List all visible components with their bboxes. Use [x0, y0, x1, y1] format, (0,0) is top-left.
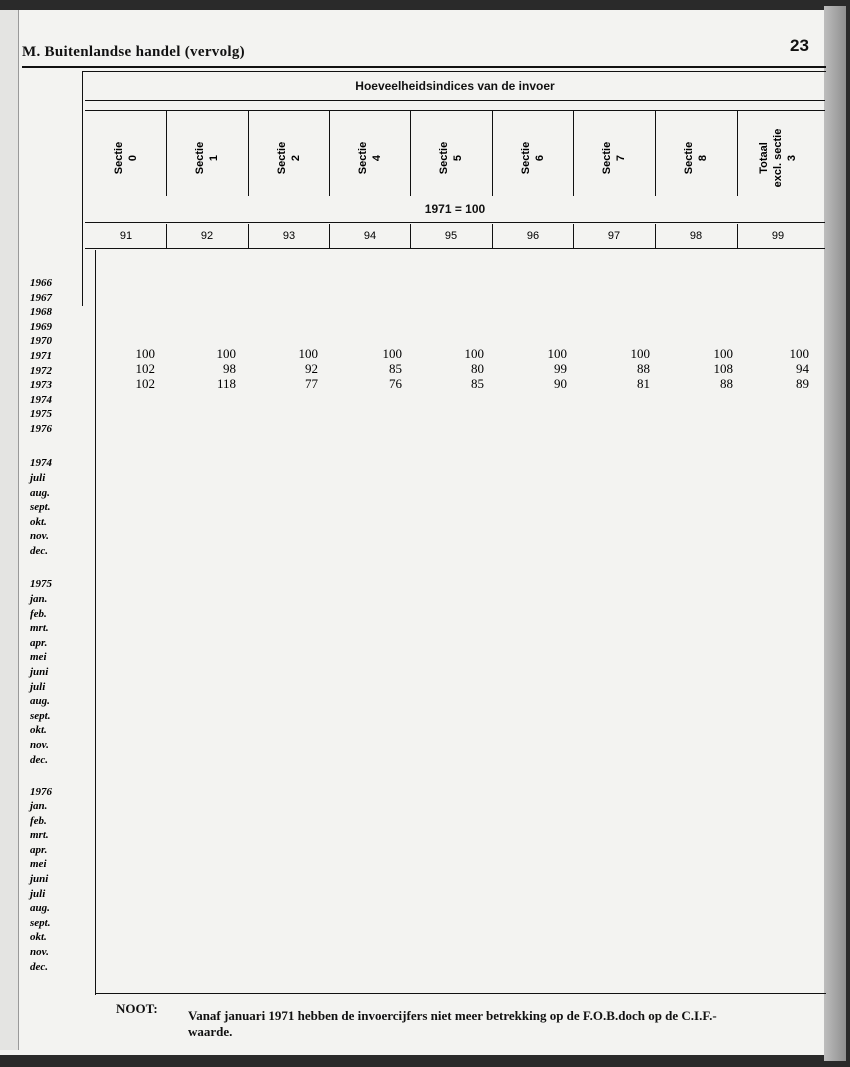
section-header-8	[737, 118, 819, 198]
value-cell: 94	[796, 361, 809, 376]
column-rule	[410, 110, 411, 196]
value-cell: 92	[305, 361, 318, 376]
year-label: 1976	[30, 423, 52, 435]
value-cell: 100	[547, 346, 567, 361]
title-rule	[85, 100, 825, 101]
column-rule	[492, 110, 493, 196]
month-label: jan.	[30, 593, 48, 605]
header-rule	[22, 66, 826, 68]
section-header-label: Sectie 7	[601, 141, 627, 175]
value-cell: 118	[216, 376, 236, 391]
year-label: 1971	[30, 350, 52, 362]
section-code: 95	[444, 230, 458, 242]
section-code: 98	[689, 230, 703, 242]
section-header-0	[85, 118, 167, 198]
month-label: okt.	[30, 931, 47, 944]
month-label: nov.	[30, 530, 49, 543]
value-cell: 100	[135, 346, 155, 361]
group-year-label: 1974	[30, 457, 52, 469]
section-header-4	[410, 118, 492, 198]
column-rule	[166, 110, 167, 196]
value-cell: 99	[554, 361, 567, 376]
note-text: Vanaf januari 1971 hebben de invoercijfers niet meer betrekking op de F.O.B.doch op de C.I.F.-waarde.	[188, 1008, 717, 1039]
table-title: Hoeveelheidsindices van de invoer	[355, 79, 555, 93]
column-rule	[655, 110, 656, 196]
month-label: juni	[30, 873, 49, 885]
stub-column-rule-lower	[95, 250, 96, 995]
section-code: 91	[119, 230, 133, 242]
column-rule	[737, 110, 738, 196]
section-header-label: Sectie 6	[520, 141, 546, 175]
section-header-7	[655, 118, 737, 198]
value-cell: 76	[389, 376, 402, 391]
value-cell: 85	[389, 361, 402, 376]
value-cell: 108	[713, 361, 733, 376]
section-header-label: Sectie 0	[113, 141, 139, 175]
month-label: mrt.	[30, 622, 49, 635]
section-header-2	[248, 118, 330, 198]
month-label: sept.	[30, 501, 51, 514]
month-label: dec.	[30, 753, 49, 766]
value-cell: 89	[796, 376, 809, 391]
section-code: 94	[363, 230, 377, 242]
value-cell: 100	[464, 346, 484, 361]
value-cell: 100	[298, 346, 318, 361]
base-rule	[85, 222, 825, 223]
column-rule	[329, 110, 330, 196]
month-label: juli	[30, 680, 46, 693]
month-label: mrt.	[30, 829, 49, 842]
section-code: 97	[607, 230, 621, 242]
month-label: nov.	[30, 946, 49, 958]
month-label: feb.	[30, 607, 47, 620]
column-rule	[573, 110, 574, 196]
section-code: 93	[282, 230, 296, 242]
section-header-label: Sectie 5	[438, 141, 464, 175]
section-header-top-rule	[85, 110, 825, 111]
stub-column-rule	[82, 71, 83, 306]
section-header-label: Sectie 8	[683, 141, 709, 175]
note-label: NOOT:	[116, 1001, 158, 1016]
value-cell: 88	[637, 361, 650, 376]
year-label: 1974	[30, 393, 52, 406]
value-cell: 90	[554, 376, 567, 391]
group-year-label: 1976	[30, 786, 52, 798]
month-label: dec.	[30, 960, 49, 973]
section-header-6	[573, 118, 655, 198]
month-label: aug.	[30, 902, 50, 915]
value-cell: 77	[305, 376, 318, 391]
year-label: 1972	[30, 364, 52, 377]
code-rule	[85, 248, 825, 249]
year-label: 1970	[30, 335, 52, 348]
page-stack-edge	[824, 6, 846, 1061]
section-title: M. Buitenlandse handel (vervolg)	[22, 44, 245, 60]
section-header-5	[492, 118, 574, 198]
section-header-1	[166, 118, 248, 198]
year-label: 1966	[30, 277, 52, 289]
previous-page-edge	[0, 10, 19, 1050]
value-cell: 81	[637, 376, 650, 391]
month-label: mei	[30, 858, 47, 871]
group-year-label: 1975	[30, 578, 52, 590]
header-rule-thin	[82, 71, 826, 72]
value-cell: 102	[135, 361, 155, 376]
section-header-3	[329, 118, 411, 198]
month-label: apr.	[30, 843, 48, 856]
month-label: jan.	[30, 800, 48, 812]
month-label: sept.	[30, 709, 51, 722]
value-cell: 88	[720, 376, 733, 391]
month-label: aug.	[30, 486, 50, 499]
value-cell: 80	[471, 361, 484, 376]
section-header-label: Sectie 2	[276, 141, 302, 175]
value-cell: 100	[630, 346, 650, 361]
value-cell: 100	[382, 346, 402, 361]
section-header-label: Sectie 1	[194, 141, 220, 175]
month-label: juli	[30, 472, 46, 484]
month-label: sept.	[30, 916, 51, 929]
section-header-label: Totaal excl. sectie 3	[758, 128, 798, 188]
section-code: 92	[200, 230, 214, 242]
year-label: 1973	[30, 379, 52, 392]
section-code: 99	[771, 230, 785, 242]
month-label: mei	[30, 651, 47, 664]
value-cell: 102	[135, 376, 155, 391]
value-cell: 100	[216, 346, 236, 361]
table-bottom-rule	[95, 993, 826, 994]
index-base: 1971 = 100	[424, 202, 486, 216]
month-label: nov.	[30, 739, 49, 751]
year-label: 1968	[30, 306, 52, 319]
value-cell: 100	[789, 346, 809, 361]
month-label: juni	[30, 666, 49, 678]
value-cell: 100	[713, 346, 733, 361]
column-rule	[248, 110, 249, 196]
value-cell: 85	[471, 376, 484, 391]
month-label: aug.	[30, 695, 50, 708]
month-label: dec.	[30, 545, 49, 557]
year-label: 1975	[30, 408, 52, 421]
month-label: apr.	[30, 636, 48, 649]
section-header-label: Sectie 4	[357, 141, 383, 175]
page-number: 23	[790, 36, 809, 55]
month-label: okt.	[30, 515, 47, 528]
month-label: okt.	[30, 724, 47, 737]
section-code: 96	[526, 230, 540, 242]
year-label: 1967	[30, 291, 52, 304]
month-label: feb.	[30, 814, 47, 827]
value-cell: 98	[223, 361, 236, 376]
month-label: juli	[30, 887, 46, 900]
year-label: 1969	[30, 320, 52, 333]
